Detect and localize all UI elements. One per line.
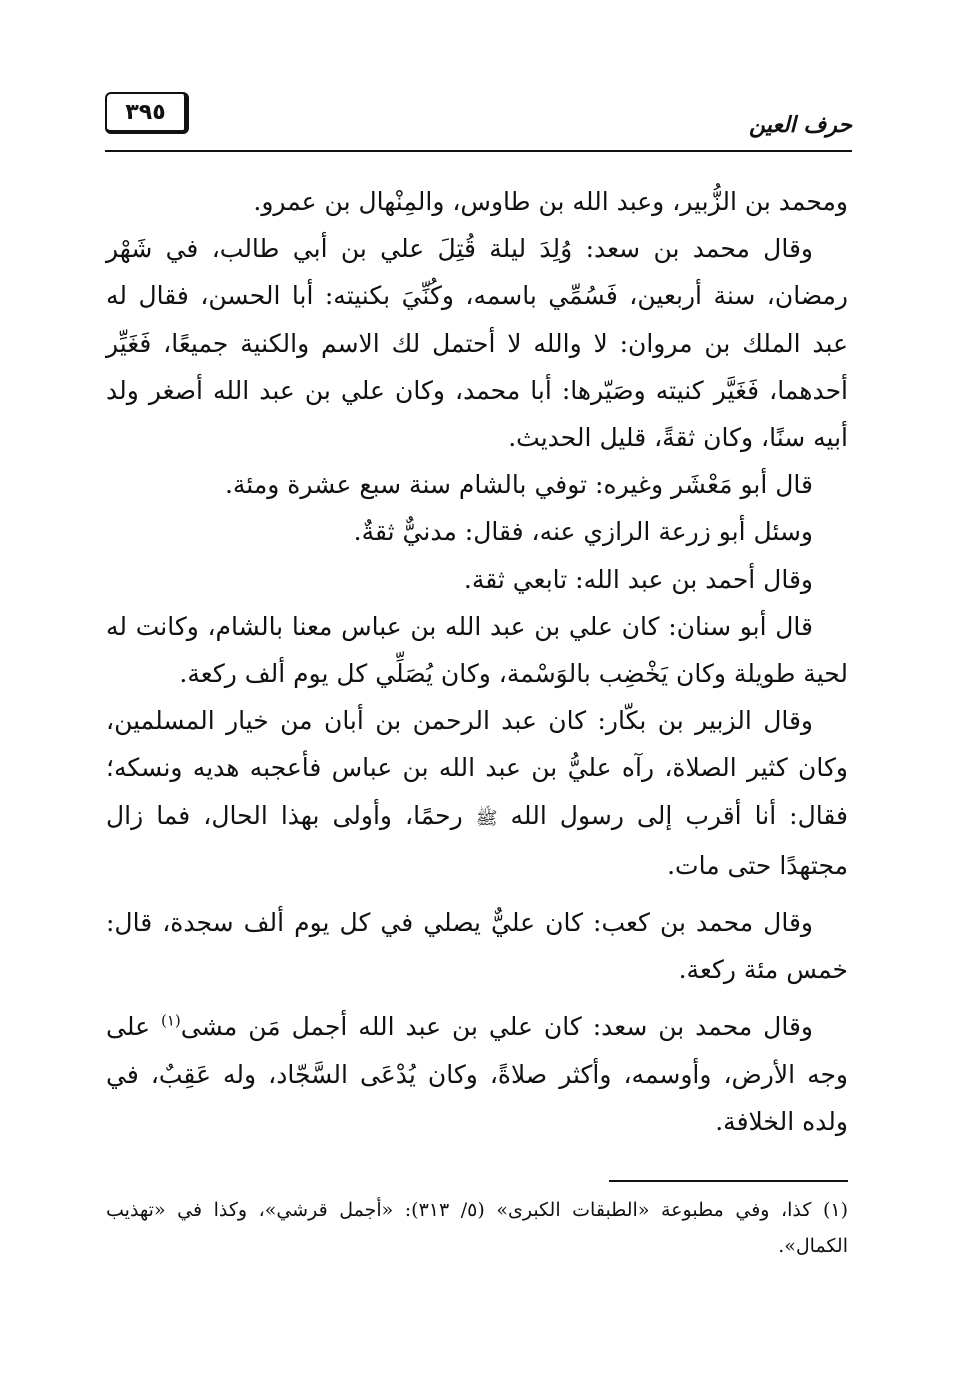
paragraph-text: على وجه الأرض، وأوسمه، وأكثر صلاةً، وكان يُدْعَى السَّجّاد، وله عَقِبٌ، في ولده الخلافة. [106,1012,849,1136]
paragraph-abu-zura: وسئل أبو زرعة الرازي عنه، فقال: مدنيٌّ ثقةٌ. [353,517,813,547]
paragraph-text: رحمًا، وأولى بهذا الحال، فما زال مجتهدًا حتى مات. [106,800,848,880]
paragraph-abu-sinan: قال أبو سنان: كان علي بن عبد الله بن عباس معنا بالشام، وكانت له لحية طويلة وكان يَخْضِب بالوَسْمة، وكان يُصَلِّي كل يوم ألف ركعة. [106,611,848,689]
page-number: ٣٩٥ [105,92,189,134]
salawat-glyph: ﷺ [475,807,498,829]
footnote-1: (١) كذا، وفي مطبوعة «الطبقات الكبرى» (٥/ ٣١٣): «أجمل قرشي»، وكذا في «تهذيب الكمال». [106,1199,849,1257]
body-text [106,178,848,1145]
page-header [105,90,852,152]
paragraph-text: وقال الزبير بن بكّار: كان عبد الرحمن بن أبان من خيار المسلمين، وكان كثير الصلاة، رآه عليُّ بن عبد الله بن عباس فأعجبه هديه ونسكه؛ فقال: أنا أقرب إلى رسول الله [106,706,848,830]
footnotes [106,1192,848,1264]
paragraph-text: وقال محمد بن سعد: كان علي بن عبد الله أجمل مَن مشى [180,1012,813,1042]
footnote-separator [609,1180,848,1182]
paragraph-ahmad-ibn-abdullah: وقال أحمد بن عبد الله: تابعي ثقة. [463,564,813,594]
running-head: حرف العين [748,112,852,138]
paragraph-abu-mashar: قال أبو مَعْشَر وغيره: توفي بالشام سنة سبع عشرة ومئة. [224,470,813,500]
footnote-reference[interactable]: (١) [160,1012,181,1031]
paragraph-muhammad-ibn-kab: وقال محمد بن كعب: كان عليٌّ يصلي في كل يوم ألف سجدة، قال: خمس مئة ركعة. [106,908,848,985]
paragraph-continuation: ومحمد بن الزُّبير، وعبد الله بن طاوس، والمِنْهال بن عمرو. [253,187,848,216]
paragraph-ibn-saad-description [106,1003,848,1145]
paragraph-ibn-saad-birth: وقال محمد بن سعد: وُلِدَ ليلة قُتِلَ علي بن أبي طالب، في شَهْر رمضان، سنة أربعين، فَسُمِّي باسمه، وكُنِّيَ بكنيته: أبا الحسن، فقال له عبد الملك بن مروان: لا والله لا أحتمل لك الاسم والكنية جميعًا، فَغَيِّر أحدهما، فَغَيَّر كنيته وصَيّرها: أبا محمد، وكان علي بن عبد الله أصغر ولد أبيه سنًا، وكان ثقةً، قليل الحديث. [106,234,848,453]
header-rule [105,150,852,152]
paragraph-zubayr-ibn-bakkar [106,697,848,889]
